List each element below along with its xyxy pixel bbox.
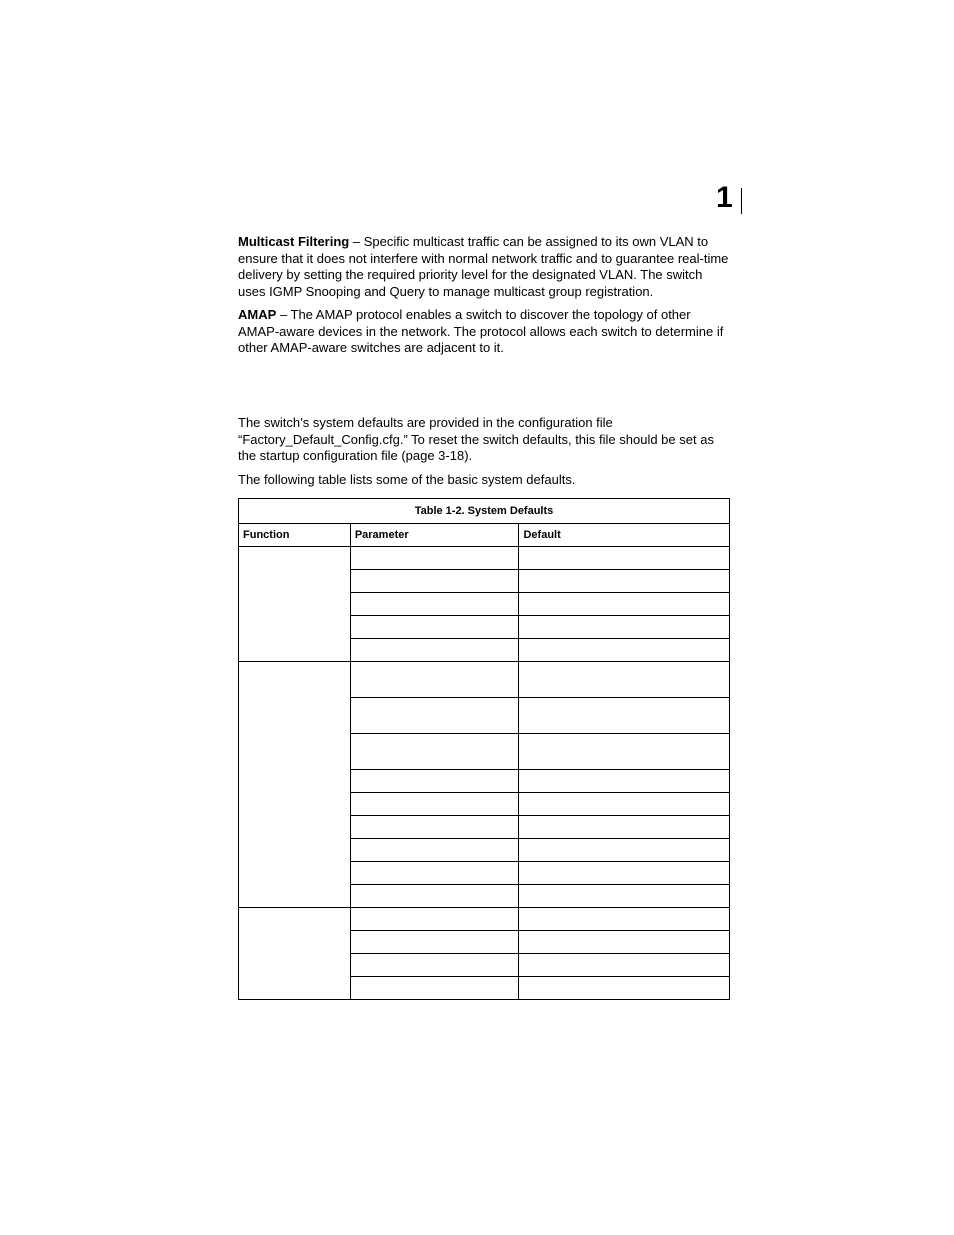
parameter-cell <box>350 770 519 793</box>
parameter-cell <box>350 616 519 639</box>
parameter-cell <box>350 954 519 977</box>
table-intro: The following table lists some of the basic system defaults. <box>238 472 576 487</box>
default-cell <box>519 954 730 977</box>
default-cell <box>519 616 730 639</box>
system-defaults-table <box>238 498 730 1000</box>
default-cell <box>519 570 730 593</box>
multicast-filtering-text: – Specific multicast traffic can be assigned to its own VLAN to ensure that it does not interfere with normal network traffic and to guarantee real-time delivery by setting the required priority level for the designated VLAN. The switch uses IGMP Snooping and Query to manage multicast group registration. <box>238 234 729 299</box>
default-cell <box>519 816 730 839</box>
default-cell <box>519 547 730 570</box>
default-cell <box>519 639 730 662</box>
parameter-cell <box>350 862 519 885</box>
chapter-rule <box>741 188 742 214</box>
parameter-cell <box>350 698 519 734</box>
default-cell <box>519 977 730 1000</box>
parameter-cell <box>350 662 519 698</box>
function-cell <box>239 547 351 662</box>
parameter-cell <box>350 908 519 931</box>
function-cell <box>239 908 351 1000</box>
system-defaults-intro: The switch’s system defaults are provided in the configuration file “Factory_Default_Config.cfg.” To reset the switch defaults, this file should be set as the startup configuration file (page 3-18). <box>238 415 714 463</box>
table-row <box>239 662 730 698</box>
chapter-marker <box>714 181 744 214</box>
amap-term: AMAP <box>238 307 277 322</box>
table-row <box>239 547 730 570</box>
parameter-cell <box>350 570 519 593</box>
default-cell <box>519 862 730 885</box>
parameter-cell <box>350 931 519 954</box>
parameter-cell <box>350 639 519 662</box>
parameter-cell <box>350 839 519 862</box>
parameter-cell <box>350 977 519 1000</box>
default-cell <box>519 908 730 931</box>
table-row <box>239 908 730 931</box>
default-cell <box>519 662 730 698</box>
parameter-cell <box>350 593 519 616</box>
parameter-cell <box>350 885 519 908</box>
column-header-function: Function <box>239 524 351 547</box>
table-caption: Table 1-2. System Defaults <box>239 499 730 524</box>
default-cell <box>519 734 730 770</box>
default-cell <box>519 770 730 793</box>
column-header-parameter: Parameter <box>350 524 519 547</box>
amap-paragraph <box>238 307 733 357</box>
default-cell <box>519 593 730 616</box>
default-cell <box>519 885 730 908</box>
multicast-filtering-term: Multicast Filtering <box>238 234 350 249</box>
amap-text: – The AMAP protocol enables a switch to discover the topology of other AMAP-aware devices in the network. The protocol allows each switch to determine if other AMAP-aware switches are adjacent to it. <box>238 307 724 355</box>
multicast-filtering-paragraph <box>238 234 733 300</box>
parameter-cell <box>350 793 519 816</box>
function-cell <box>239 662 351 908</box>
default-cell <box>519 931 730 954</box>
column-header-default: Default <box>519 524 730 547</box>
parameter-cell <box>350 816 519 839</box>
default-cell <box>519 839 730 862</box>
parameter-cell <box>350 547 519 570</box>
chapter-number: 1 <box>716 181 733 214</box>
parameter-cell <box>350 734 519 770</box>
default-cell <box>519 793 730 816</box>
default-cell <box>519 698 730 734</box>
